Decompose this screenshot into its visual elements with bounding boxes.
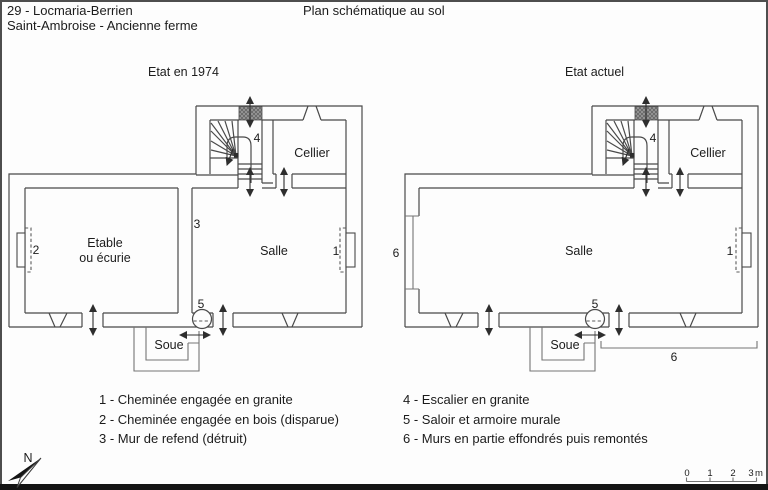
etable-window-splay <box>49 313 67 327</box>
department-line: 29 - Locmaria-Berrien <box>7 3 133 18</box>
marker-4-1974: 4 <box>253 131 261 145</box>
marker-1-1974: 1 <box>332 244 340 258</box>
legend-item-2: 2 - Cheminée engagée en bois (disparue) <box>99 411 339 427</box>
north-label: N <box>23 451 33 465</box>
scale-tick-3: 3 <box>748 468 754 479</box>
sheet-title: Plan schématique au sol <box>303 3 445 18</box>
plan-1974-outer-walls <box>9 106 362 327</box>
caption-etat-actuel: Etat actuel <box>565 65 625 79</box>
legend-item-1: 1 - Cheminée engagée en granite <box>99 392 293 407</box>
legend-item-5: 5 - Saloir et armoire murale <box>403 411 561 427</box>
sheet-bottom-bar <box>0 484 768 490</box>
legend-item-4: 4 - Escalier en granite <box>403 392 530 407</box>
caption-etat-1974: Etat en 1974 <box>148 65 219 79</box>
room-label-soue-1974: Soue <box>154 338 184 352</box>
scale-unit: m <box>755 468 763 479</box>
west-window-splay-actuel <box>445 313 463 327</box>
marker-6-bottom: 6 <box>670 350 678 364</box>
marker-3-1974: 3 <box>193 217 201 231</box>
plan-1974 <box>9 97 362 371</box>
marker-6-wall: 6 <box>392 246 400 260</box>
room-label-salle-1974: Salle <box>260 244 288 258</box>
room-label-etable-line2: ou écurie <box>79 251 131 265</box>
marker-4-actuel: 4 <box>649 131 657 145</box>
legend-right-column <box>403 390 648 449</box>
chimney-granite-symbol-actuel <box>736 228 751 272</box>
room-label-cellier-1974: Cellier <box>294 146 330 160</box>
scale-tick-1: 1 <box>707 468 713 479</box>
scale-tick-2: 2 <box>730 468 736 479</box>
rebuilt-wall-bracket <box>601 341 757 348</box>
cellier-window-splay <box>303 106 321 120</box>
saloir-symbol-actuel <box>586 310 605 329</box>
plan-actuel-outer-walls <box>405 106 758 327</box>
cellier-window-splay-actuel <box>699 106 717 120</box>
saloir-symbol-1974 <box>193 310 212 329</box>
legend-left-column <box>99 390 339 449</box>
salle-window-splay <box>282 313 298 327</box>
room-label-cellier-actuel: Cellier <box>690 146 726 160</box>
room-label-soue-actuel: Soue <box>550 338 580 352</box>
chimney-wood-symbol <box>17 228 31 272</box>
scale-tick-0: 0 <box>684 468 690 479</box>
room-label-etable-line1: Etable <box>87 236 123 250</box>
east-window-splay-actuel <box>680 313 696 327</box>
marker-1-actuel: 1 <box>726 244 734 258</box>
north-arrow-icon <box>8 451 41 488</box>
marker-5-actuel: 5 <box>591 297 599 311</box>
room-label-salle-actuel: Salle <box>565 244 593 258</box>
site-line: Saint-Ambroise - Ancienne ferme <box>7 17 198 33</box>
marker-2-1974: 2 <box>32 243 40 257</box>
marker-5-1974: 5 <box>197 297 205 311</box>
chimney-granite-symbol-1974 <box>340 228 355 272</box>
scale-bar <box>684 468 763 482</box>
plan-actuel <box>393 97 758 371</box>
legend-item-6: 6 - Murs en partie effondrés puis remontés <box>403 431 648 446</box>
legend-item-3: 3 - Mur de refend (détruit) <box>99 431 248 446</box>
